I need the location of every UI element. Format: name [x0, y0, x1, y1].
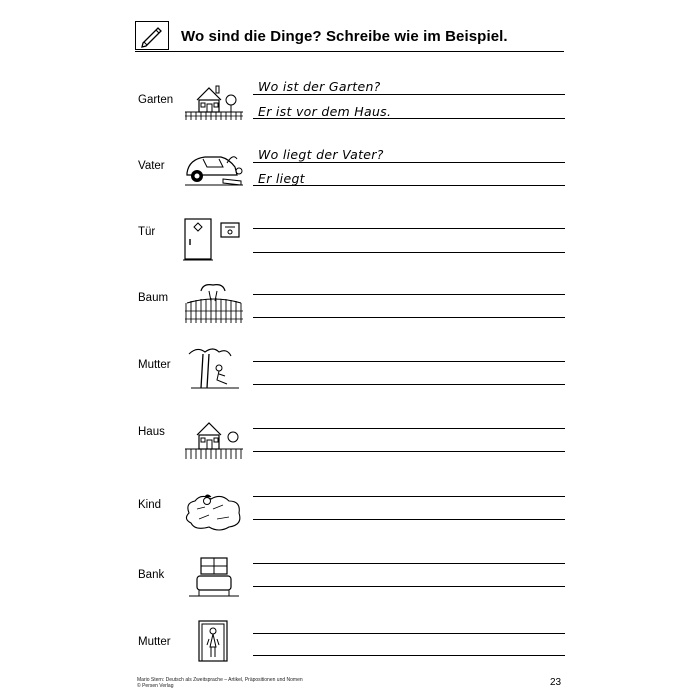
- exercise-row-garten: [0, 78, 700, 138]
- writing-line-1[interactable]: [253, 94, 565, 95]
- writing-line-2[interactable]: [253, 655, 565, 656]
- writing-line-2[interactable]: [253, 451, 565, 452]
- exercise-row-mutter-tree: [0, 346, 700, 406]
- page-number: 23: [550, 677, 562, 688]
- row-label: Garten: [138, 94, 174, 106]
- answer-line-2-text: Er ist vor dem Haus.: [258, 104, 392, 119]
- mother-under-tree-icon: [183, 346, 245, 390]
- footer-credit: [137, 677, 303, 689]
- row-label: Haus: [138, 426, 165, 438]
- footer-credit-line-2: © Persen Verlag: [137, 683, 174, 689]
- writing-line-2[interactable]: [253, 384, 565, 385]
- tree-behind-fence-icon: [183, 281, 245, 325]
- writing-line-2[interactable]: [253, 586, 565, 587]
- pencil-icon: [139, 24, 165, 48]
- writing-line-1[interactable]: [253, 294, 565, 295]
- writing-line-1[interactable]: [253, 428, 565, 429]
- page-title: Wo sind die Dinge? Schreibe wie im Beispiel.: [181, 28, 508, 45]
- footer-credit-line-1: Mario Stern: Deutsch als Zweitsprache – Artikel, Präpositionen und Nomen: [137, 677, 303, 683]
- exercise-row-bank: [0, 548, 700, 608]
- mother-in-door-icon: [183, 619, 245, 663]
- writing-line-1[interactable]: [253, 563, 565, 564]
- exercise-row-haus: [0, 413, 700, 473]
- writing-line-1[interactable]: [253, 633, 565, 634]
- answer-line-1-text: Wo ist der Garten?: [258, 79, 381, 94]
- exercise-row-vater: [0, 145, 700, 205]
- house-icon: [183, 417, 245, 461]
- writing-line-2[interactable]: [253, 519, 565, 520]
- exercise-row-mutter-door: [0, 615, 700, 675]
- writing-line-1[interactable]: [253, 162, 565, 163]
- answer-line-2-text: Er liegt: [258, 171, 305, 186]
- father-under-car-icon: [183, 145, 245, 189]
- exercise-row-tuer: [0, 213, 700, 273]
- writing-line-2[interactable]: [253, 118, 565, 119]
- writing-line-2[interactable]: [253, 252, 565, 253]
- writing-line-2[interactable]: [253, 317, 565, 318]
- row-label: Mutter: [138, 636, 171, 648]
- header-icon-box: [135, 21, 169, 50]
- row-label: Vater: [138, 160, 165, 172]
- writing-line-1[interactable]: [253, 228, 565, 229]
- row-label: Mutter: [138, 359, 171, 371]
- writing-line-1[interactable]: [253, 496, 565, 497]
- answer-line-1-text: Wo liegt der Vater?: [258, 147, 384, 162]
- child-in-bush-icon: [183, 489, 245, 533]
- writing-line-1[interactable]: [253, 361, 565, 362]
- exercise-row-kind: [0, 481, 700, 541]
- row-label: Kind: [138, 499, 162, 511]
- bench-window-icon: [183, 556, 245, 600]
- row-label: Baum: [138, 292, 169, 304]
- row-label: Bank: [138, 569, 165, 581]
- door-mailbox-icon: [183, 217, 245, 261]
- row-label: Tür: [138, 226, 156, 238]
- title-rule: [135, 51, 564, 52]
- exercise-row-baum: [0, 279, 700, 339]
- writing-line-2[interactable]: [253, 185, 565, 186]
- garden-house-icon: [183, 78, 245, 122]
